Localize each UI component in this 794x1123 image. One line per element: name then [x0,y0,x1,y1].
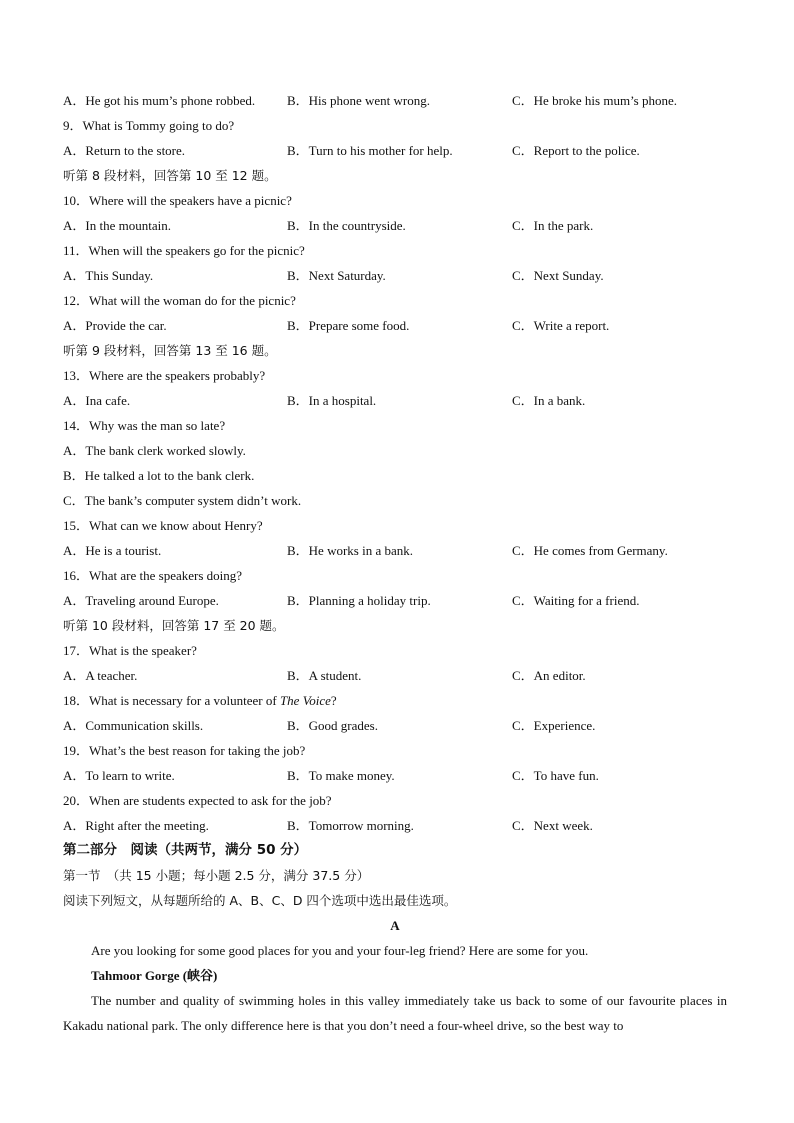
option-a: A．This Sunday. [63,268,154,283]
option-b: B．Turn to his mother for help. [287,143,453,158]
option-c: C．Waiting for a friend. [512,593,640,608]
instruction-line: 听第 8 段材料，回答第 10 至 12 题。 [63,168,277,183]
option-c: C．He comes from Germany. [512,543,668,558]
question-line: A．The bank clerk worked slowly. [63,443,246,458]
question-line: 16．What are the speakers doing? [63,568,243,583]
option-c: C．Write a report. [512,318,610,333]
option-b: B．Planning a holiday trip. [287,593,431,608]
option-b: B．In the countryside. [287,218,406,233]
section-heading: 第二部分 阅读（共两节，满分 50 分） [63,842,308,858]
option-a: A．Traveling around Europe. [63,593,219,608]
question-italic: The Voice [279,693,331,708]
option-c: C．In a bank. [512,393,586,408]
option-c: C．In the park. [512,218,594,233]
question-line: 17．What is the speaker? [63,643,197,658]
option-row [63,263,727,288]
option-a: A．He got his mum’s phone robbed. [63,93,256,108]
option-c: C．He broke his mum’s phone. [512,93,678,108]
option-c: C．Next Sunday. [512,268,604,283]
option-a: A．Ina cafe. [63,393,131,408]
option-c: C．Report to the police. [512,143,640,158]
place-heading: Tahmoor Gorge (峡谷) [91,968,218,983]
question-line: B．He talked a lot to the bank clerk. [63,468,255,483]
option-row [63,538,727,563]
question-line: 13．Where are the speakers probably? [63,368,266,383]
option-a: A．Right after the meeting. [63,818,209,833]
paragraph-text: The number and quality of swimming holes in this valley immediately take us back to some of our favourite places in Kakadu national park. The only difference here is that you don’t need a four-wheel drive, so the best way to [63,993,727,1033]
instruction-line: 阅读下列短文，从每题所给的 A、B、C、D 四个选项中选出最佳选项。 [63,893,457,908]
option-b: B．Prepare some food. [287,318,410,333]
passage-label: A [390,918,400,933]
option-row [63,313,727,338]
option-a: A．To learn to write. [63,768,175,783]
instruction-line: 听第 9 段材料，回答第 13 至 16 题。 [63,343,277,358]
question-text: ? [330,693,337,708]
exam-page [63,88,727,1038]
option-row [63,388,727,413]
question-line: 20．When are students expected to ask for the job? [63,793,332,808]
option-row [63,663,727,688]
question-line: 15．What can we know about Henry? [63,518,263,533]
instruction-line: 第一节 （共 15 小题；每小题 2.5 分，满分 37.5 分） [63,868,370,883]
option-b: B．To make money. [287,768,395,783]
option-a: A．Provide the car. [63,318,167,333]
option-b: B．Good grades. [287,718,378,733]
option-c: C．Next week. [512,818,593,833]
instruction-line: 听第 10 段材料，回答第 17 至 20 题。 [63,618,285,633]
option-a: A．A teacher. [63,668,138,683]
option-a: A．He is a tourist. [63,543,162,558]
passage-paragraph [63,988,727,1038]
option-a: A．Return to the store. [63,143,186,158]
option-b: B．He works in a bank. [287,543,414,558]
question-line: 12．What will the woman do for the picnic? [63,293,296,308]
option-row [63,213,727,238]
option-c: C．Experience. [512,718,596,733]
option-c: C．To have fun. [512,768,599,783]
option-b: B．A student. [287,668,362,683]
option-a: A．In the mountain. [63,218,171,233]
option-a: A．Communication skills. [63,718,204,733]
question-line: 11．When will the speakers go for the picnic? [63,243,305,258]
option-row [63,763,727,788]
option-row [63,138,727,163]
question-line: C．The bank’s computer system didn’t work. [63,493,302,508]
option-b: B．Next Saturday. [287,268,386,283]
question-line: 19．What’s the best reason for taking the job? [63,743,306,758]
option-b: B．Tomorrow morning. [287,818,414,833]
question-line [63,688,727,713]
intro-line: Are you looking for some good places for you and your four-leg friend? Here are some for you. [91,943,589,958]
option-row [63,588,727,613]
option-row [63,713,727,738]
option-b: B．In a hospital. [287,393,377,408]
question-line: 9．What is Tommy going to do? [63,118,235,133]
question-text: 18．What is necessary for a volunteer of [63,693,280,708]
option-c: C．An editor. [512,668,586,683]
option-row [63,813,727,838]
option-b: B．His phone went wrong. [287,93,430,108]
question-line: 14．Why was the man so late? [63,418,226,433]
option-row [63,88,727,113]
question-line: 10．Where will the speakers have a picnic? [63,193,292,208]
